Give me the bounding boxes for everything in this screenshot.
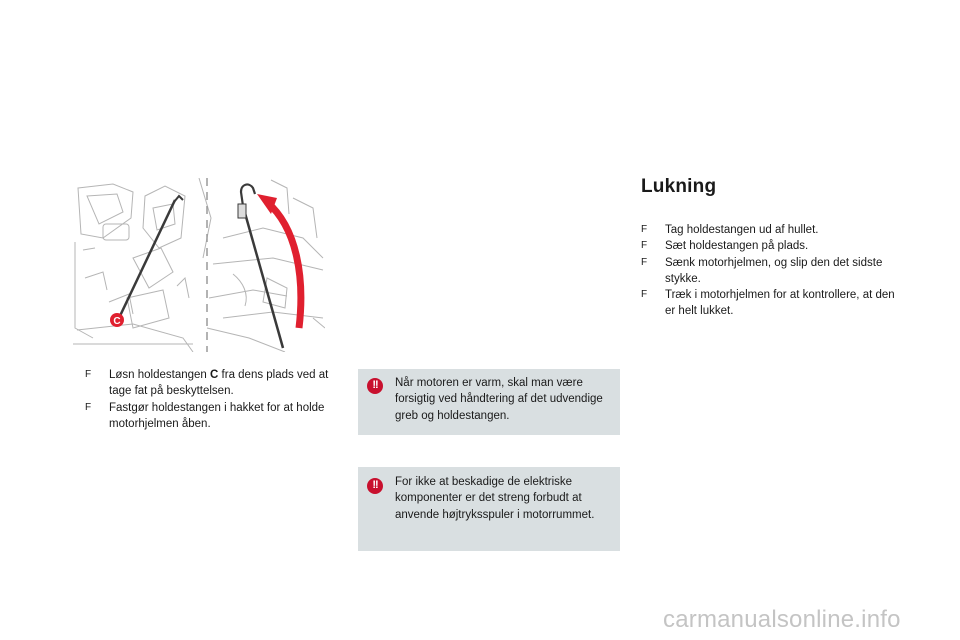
item-text: Træk i motorhjelmen for at kontrollere, at den er helt lukket. [665, 289, 895, 318]
list-item [641, 287, 903, 320]
bullet-marker: F [85, 369, 92, 380]
section-title: Lukning [641, 176, 717, 197]
engine-bay-drawing [73, 178, 325, 352]
bullet-marker: F [641, 256, 648, 268]
warning-box-hot-engine [358, 369, 620, 435]
watermark: carmanualsonline.info [663, 606, 901, 633]
bullet-marker: F [641, 224, 648, 235]
hood-prop-rod-illustration [73, 178, 325, 352]
part-label: C [210, 369, 219, 381]
item-text: Sæt holdestangen på plads. [665, 240, 809, 253]
list-item [641, 255, 903, 288]
list-item [85, 400, 335, 433]
warning-box-pressure-washer [358, 467, 620, 551]
bullet-marker: F [641, 240, 648, 252]
closing-steps-list [641, 222, 903, 320]
warning-text: For ikke at beskadige de elektriske komponenter er det streng forbudt at anvende højtryksspuler i motorrummet. [395, 476, 595, 521]
list-item [641, 238, 903, 254]
bullet-marker: F [641, 289, 648, 301]
item-text: Løsn holdestangen [109, 369, 211, 381]
warning-icon [367, 378, 383, 394]
bullet-marker: F [85, 401, 92, 413]
warning-icon [367, 478, 383, 494]
item-text: fra dens plads ved at tage fat på beskyttelsen. [109, 369, 329, 398]
item-text: Sænk motorhjelmen, og slip den det sidste stykke. [665, 256, 883, 285]
item-text: Tag holdestangen ud af hullet. [665, 224, 819, 236]
open-steps-list [85, 367, 335, 432]
list-item [85, 367, 335, 400]
item-text: Fastgør holdestangen i hakket for at holde motorhjelmen åben. [109, 401, 325, 430]
warning-text: Når motoren er varm, skal man være forsigtig ved håndtering af det udvendige greb og holdestangen. [395, 377, 603, 422]
list-item [641, 222, 903, 238]
callout-label: C [113, 316, 121, 327]
